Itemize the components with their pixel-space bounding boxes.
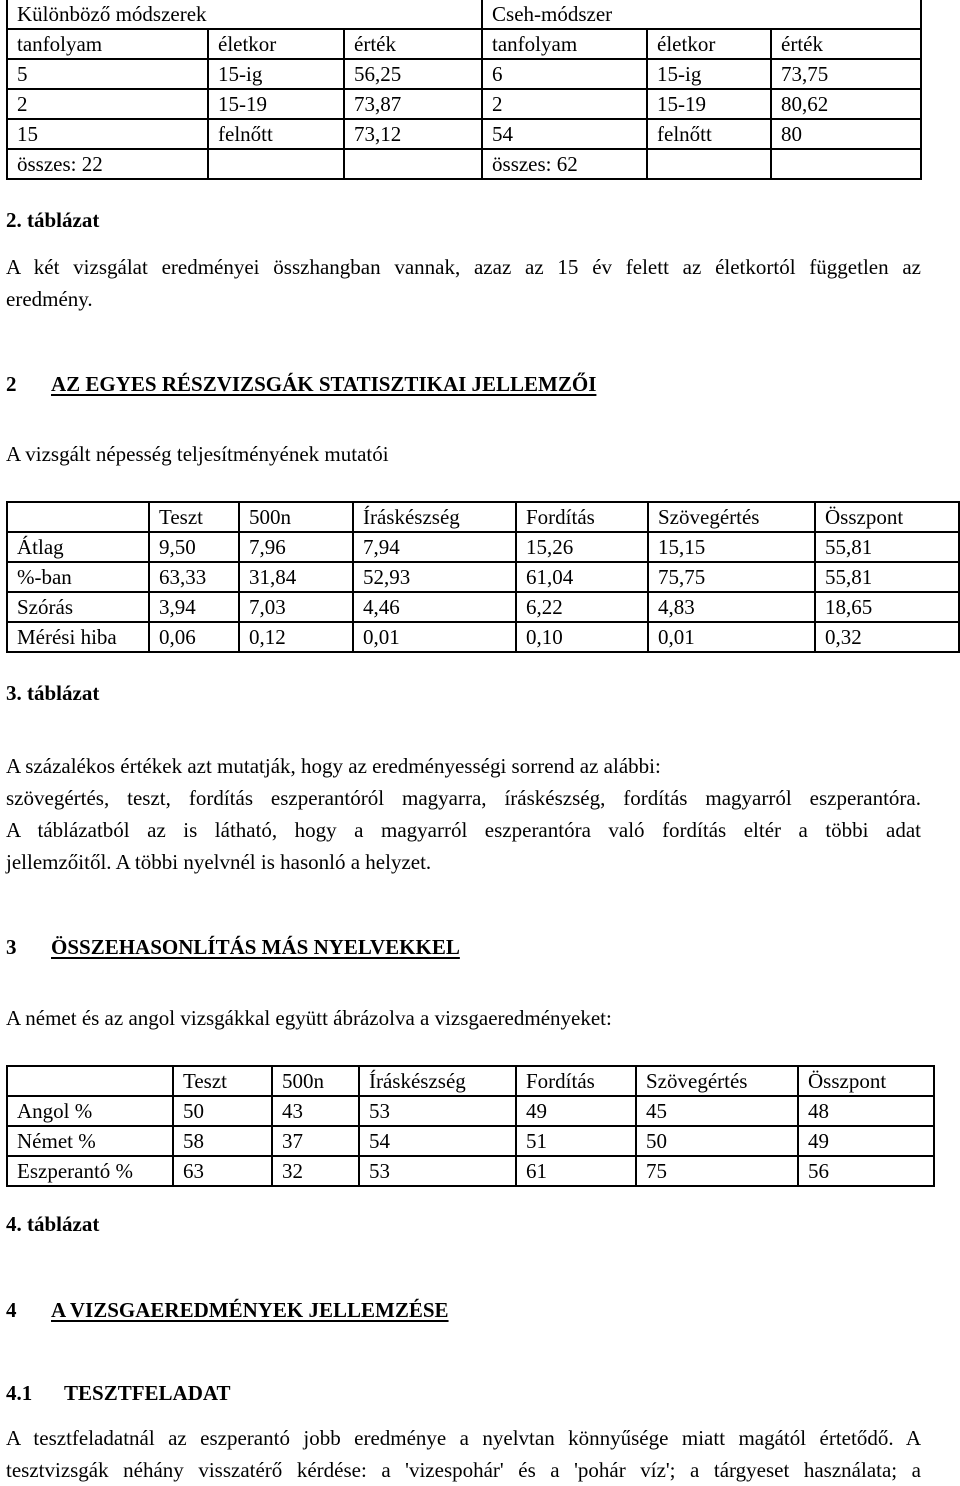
table-cell: 15,15 bbox=[648, 532, 815, 562]
table-cell: összes: 62 bbox=[482, 149, 647, 179]
column-header-cell: életkor bbox=[208, 29, 344, 59]
table-cell: 4,83 bbox=[648, 592, 815, 622]
table-cell: 55,81 bbox=[815, 562, 959, 592]
table-cell bbox=[771, 149, 921, 179]
section-heading-2 bbox=[6, 371, 596, 397]
table-2-column-header-row bbox=[7, 29, 921, 59]
paragraph-line: A tesztfeladatnál az eszperantó jobb eredménye a nyelvtan könnyűsége miatt magától értetődő. A bbox=[6, 1426, 921, 1450]
table-cell: 50 bbox=[636, 1126, 798, 1156]
column-header-cell: tanfolyam bbox=[482, 29, 647, 59]
table-cell: 63 bbox=[173, 1156, 272, 1186]
table-cell: 50 bbox=[173, 1096, 272, 1126]
section-number: 4 bbox=[6, 1298, 17, 1322]
section-title: ÖSSZEHASONLÍTÁS MÁS NYELVEKKEL bbox=[51, 935, 460, 959]
table-cell: 15-ig bbox=[208, 59, 344, 89]
subsection-title: TESZTFELADAT bbox=[64, 1381, 231, 1405]
table-cell: 58 bbox=[173, 1126, 272, 1156]
table-cell: 0,01 bbox=[648, 622, 815, 652]
table-cell: 2 bbox=[7, 89, 208, 119]
table-2-caption: 2. táblázat bbox=[6, 208, 100, 232]
table-cell: 15,26 bbox=[516, 532, 648, 562]
paragraph-line: A táblázatból az is látható, hogy a magyarról eszperantóra való fordítás eltér a többi adat bbox=[6, 818, 921, 842]
paragraph-population-indicators: A vizsgált népesség teljesítményének mutatói bbox=[6, 442, 389, 466]
table-cell: 6 bbox=[482, 59, 647, 89]
table-row bbox=[7, 59, 921, 89]
table-3-caption: 3. táblázat bbox=[6, 681, 100, 705]
column-header-cell: Szövegértés bbox=[648, 502, 815, 532]
row-label-cell: Német % bbox=[7, 1126, 173, 1156]
column-header-cell: érték bbox=[771, 29, 921, 59]
group-header-cell: Cseh-módszer bbox=[482, 0, 921, 29]
paragraph-percentage-ranking bbox=[6, 750, 921, 878]
table-cell: 80 bbox=[771, 119, 921, 149]
table-cell bbox=[208, 149, 344, 179]
paragraph-line: szövegértés, teszt, fordítás eszperantóról magyarra, íráskészség, fordítás magyarról eszperantóra. bbox=[6, 786, 921, 810]
table-row bbox=[7, 1096, 934, 1126]
table-cell: 56 bbox=[798, 1156, 934, 1186]
table-cell bbox=[647, 149, 771, 179]
paragraph-line: eredmény. bbox=[6, 287, 93, 311]
row-label-cell: Átlag bbox=[7, 532, 149, 562]
table-cell: 55,81 bbox=[815, 532, 959, 562]
table-cell: 73,12 bbox=[344, 119, 482, 149]
row-label-cell: Angol % bbox=[7, 1096, 173, 1126]
table-cell: 54 bbox=[359, 1126, 516, 1156]
table-cell: 0,10 bbox=[516, 622, 648, 652]
table-cell: 56,25 bbox=[344, 59, 482, 89]
table-cell: 32 bbox=[272, 1156, 359, 1186]
table-row bbox=[7, 532, 959, 562]
group-header-cell: Különböző módszerek bbox=[7, 0, 482, 29]
table-cell: 6,22 bbox=[516, 592, 648, 622]
table-cell: 61,04 bbox=[516, 562, 648, 592]
section-number: 2 bbox=[6, 372, 17, 396]
table-cell: 0,06 bbox=[149, 622, 239, 652]
subsection-heading-4-1 bbox=[6, 1380, 231, 1406]
table-cell: 75,75 bbox=[648, 562, 815, 592]
column-header-cell: Összpont bbox=[815, 502, 959, 532]
table-cell: 63,33 bbox=[149, 562, 239, 592]
table-cell: 54 bbox=[482, 119, 647, 149]
column-header-cell: Fordítás bbox=[516, 502, 648, 532]
section-title: A VIZSGAEREDMÉNYEK JELLEMZÉSE bbox=[51, 1298, 449, 1322]
row-label-cell: Mérési hiba bbox=[7, 622, 149, 652]
column-header-cell: Fordítás bbox=[516, 1066, 636, 1096]
column-header-cell: érték bbox=[344, 29, 482, 59]
column-header-cell: 500n bbox=[239, 502, 353, 532]
table-cell: 52,93 bbox=[353, 562, 516, 592]
row-label-cell: Szórás bbox=[7, 592, 149, 622]
table-row bbox=[7, 1156, 934, 1186]
column-header-cell: tanfolyam bbox=[7, 29, 208, 59]
section-number: 3 bbox=[6, 935, 17, 959]
table-cell: 73,75 bbox=[771, 59, 921, 89]
table-cell: összes: 22 bbox=[7, 149, 208, 179]
table-cell: 80,62 bbox=[771, 89, 921, 119]
column-header-cell: Összpont bbox=[798, 1066, 934, 1096]
table-cell: 15-ig bbox=[647, 59, 771, 89]
paragraph-language-comparison: A német és az angol vizsgákkal együtt ábrázolva a vizsgaeredményeket: bbox=[6, 1006, 612, 1030]
column-header-cell bbox=[7, 1066, 173, 1096]
subsection-number: 4.1 bbox=[6, 1381, 33, 1405]
table-cell: 7,96 bbox=[239, 532, 353, 562]
table-cell: 49 bbox=[798, 1126, 934, 1156]
table-cell: 15 bbox=[7, 119, 208, 149]
column-header-cell bbox=[7, 502, 149, 532]
table-cell: 45 bbox=[636, 1096, 798, 1126]
table-cell: 53 bbox=[359, 1156, 516, 1186]
column-header-cell: 500n bbox=[272, 1066, 359, 1096]
table-4 bbox=[6, 1065, 935, 1187]
table-cell: 9,50 bbox=[149, 532, 239, 562]
table-cell: 3,94 bbox=[149, 592, 239, 622]
table-cell: 53 bbox=[359, 1096, 516, 1126]
table-2 bbox=[6, 0, 922, 180]
table-cell: 7,94 bbox=[353, 532, 516, 562]
table-cell: 18,65 bbox=[815, 592, 959, 622]
table-3-header-row bbox=[7, 502, 959, 532]
table-cell: felnőtt bbox=[208, 119, 344, 149]
table-cell: 0,12 bbox=[239, 622, 353, 652]
column-header-cell: Teszt bbox=[149, 502, 239, 532]
table-cell: 0,01 bbox=[353, 622, 516, 652]
table-cell: felnőtt bbox=[647, 119, 771, 149]
column-header-cell: Teszt bbox=[173, 1066, 272, 1096]
table-cell: 48 bbox=[798, 1096, 934, 1126]
table-2-group-header-row bbox=[7, 0, 921, 29]
table-row bbox=[7, 149, 921, 179]
section-title: AZ EGYES RÉSZVIZSGÁK STATISZTIKAI JELLEMZŐI bbox=[51, 372, 597, 396]
table-row bbox=[7, 592, 959, 622]
section-heading-4 bbox=[6, 1297, 449, 1323]
table-cell: 75 bbox=[636, 1156, 798, 1186]
section-heading-3 bbox=[6, 934, 460, 960]
table-cell: 4,46 bbox=[353, 592, 516, 622]
column-header-cell: életkor bbox=[647, 29, 771, 59]
table-cell: 51 bbox=[516, 1126, 636, 1156]
table-cell: 43 bbox=[272, 1096, 359, 1126]
paragraph-line: A százalékos értékek azt mutatják, hogy az eredményességi sorrend az alábbi: bbox=[6, 754, 661, 778]
table-row bbox=[7, 622, 959, 652]
table-cell bbox=[344, 149, 482, 179]
table-cell: 37 bbox=[272, 1126, 359, 1156]
table-row bbox=[7, 119, 921, 149]
paragraph-line: tesztvizsgák néhány visszatérő kérdése: a 'vizespohár' és a 'pohár víz'; a tárgyeset használata; a bbox=[6, 1458, 921, 1482]
row-label-cell: Eszperantó % bbox=[7, 1156, 173, 1186]
column-header-cell: Íráskészség bbox=[353, 502, 516, 532]
table-4-header-row bbox=[7, 1066, 934, 1096]
table-cell: 31,84 bbox=[239, 562, 353, 592]
table-3 bbox=[6, 501, 960, 653]
table-cell: 15-19 bbox=[647, 89, 771, 119]
table-cell: 49 bbox=[516, 1096, 636, 1126]
table-cell: 2 bbox=[482, 89, 647, 119]
paragraph-results-agreement bbox=[6, 251, 921, 315]
paragraph-line: A két vizsgálat eredményei összhangban vannak, azaz az 15 év felett az életkortól független az bbox=[6, 255, 921, 279]
table-4-caption: 4. táblázat bbox=[6, 1212, 100, 1236]
row-label-cell: %-ban bbox=[7, 562, 149, 592]
table-row bbox=[7, 1126, 934, 1156]
table-cell: 61 bbox=[516, 1156, 636, 1186]
column-header-cell: Szövegértés bbox=[636, 1066, 798, 1096]
table-cell: 7,03 bbox=[239, 592, 353, 622]
paragraph-test-task bbox=[6, 1422, 921, 1486]
table-cell: 15-19 bbox=[208, 89, 344, 119]
table-row bbox=[7, 89, 921, 119]
paragraph-line: jellemzőitől. A többi nyelvnél is hasonló a helyzet. bbox=[6, 850, 432, 874]
table-cell: 0,32 bbox=[815, 622, 959, 652]
table-row bbox=[7, 562, 959, 592]
table-cell: 73,87 bbox=[344, 89, 482, 119]
table-cell: 5 bbox=[7, 59, 208, 89]
column-header-cell: Íráskészség bbox=[359, 1066, 516, 1096]
